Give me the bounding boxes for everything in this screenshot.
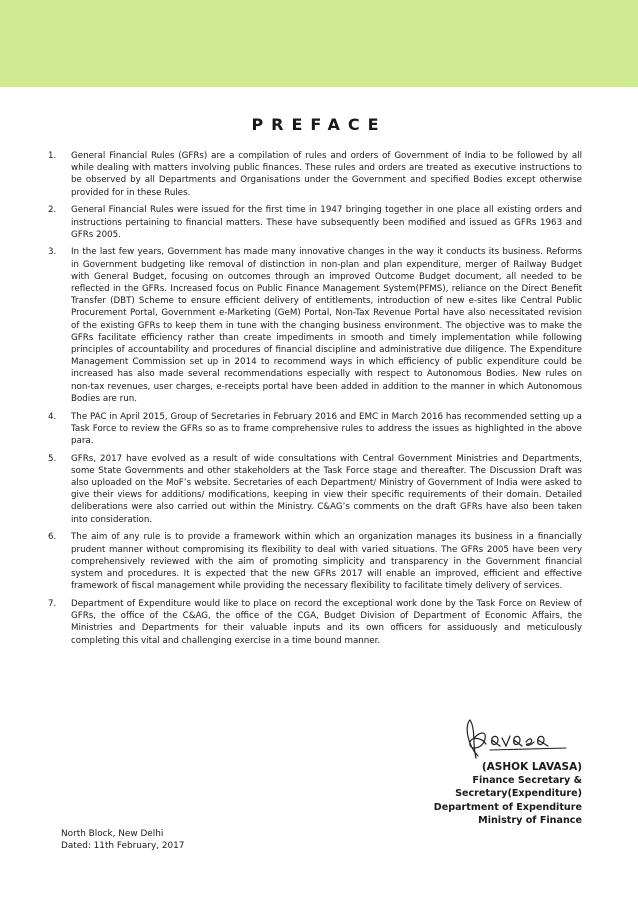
paragraph-number: 7. xyxy=(48,598,57,609)
preface-paragraph-list xyxy=(48,150,582,652)
paragraph-text: General Financial Rules (GFRs) are a compilation of rules and orders of Government of India to be followed by all while dealing with matters involving public finances. These rules and orders are treated as executive instructions to be observed by all Departments and Organisations under the Government and specified Bodies except otherwise provided for in these Rules. xyxy=(71,151,582,198)
top-color-band xyxy=(0,0,638,87)
paragraph-text: General Financial Rules were issued for the first time in 1947 bringing together in one place all existing orders and instructions pertaining to financial matters. These have subsequently been modified and issued as GFRs 1963 and GFRs 2005. xyxy=(71,205,582,240)
paragraph-2 xyxy=(48,204,582,241)
paragraph-1 xyxy=(48,150,582,199)
paragraph-6 xyxy=(48,531,582,592)
paragraph-7 xyxy=(48,598,582,647)
signatory-department: Department of Expenditure xyxy=(433,801,582,813)
paragraph-text: The PAC in April 2015, Group of Secretaries in February 2016 and EMC in March 2016 has recommended setting up a Task Force to review the GFRs so as to frame comprehensive rules to address the issues as highlighted in the above para. xyxy=(71,411,582,446)
paragraph-number: 2. xyxy=(48,205,57,216)
signature-block xyxy=(434,761,582,827)
paragraph-text: Department of Expenditure would like to place on record the exceptional work done by the Task Force on Review of GFRs, the office of the C&AG, the office of the CGA, Budget Division of Department of Economic Affairs, the Ministries and Departments for their valuable inputs and its own officers for assiduously and meticulously completing this vital and challenging exercise in a time bound manner. xyxy=(71,598,582,646)
signatory-title-2: Secretary(Expenditure) xyxy=(455,788,582,800)
paragraph-text: The aim of any rule is to provide a framework within which an organization manages its business in a financially prudent manner without compromising its flexibility to deal with varied situations. The GFRs 2005 have been very comprehensively reviewed with the aim of promoting simplicity and transparency in the Government financial system and procedures. It is expected that the new GFRs 2017 will enable an improved, efficient and effective framework of fiscal management while providing the necessary flexibility to facilitate timely delivery of services. xyxy=(71,532,582,592)
paragraph-4 xyxy=(48,411,582,448)
paragraph-number: 3. xyxy=(48,247,57,258)
signatory-title-1: Finance Secretary & xyxy=(472,775,582,787)
date-text: Dated: 11th February, 2017 xyxy=(61,841,185,852)
paragraph-number: 5. xyxy=(48,453,57,464)
signatory-name: (ASHOK LAVASA) xyxy=(481,761,582,773)
paragraph-text: In the last few years, Government has made many innovative changes in the way it conducts its business. Reforms in Government budgeting like removal of distinction in non-plan and plan expenditure, merger of Railway Budget with General Budget, focusing on outcomes through an improved Outcome Budget document, all needed to be reflected in the GFRs. Increased focus on Public Finance Management System(PFMS), reliance on the Direct Benefit Transfer (DBT) Scheme to ensure efficient delivery of entitlements, introduction of new e-sites like Central Public Procurement Portal, Government e-Marketing (GeM) Portal, Non-Tax Revenue Portal have also necessitated revision of the existing GFRs to keep them in tune with the changing business environment. The objective was to make the GFRs facilitate efficiency rather than create impediments in smooth and timely implementation while following principles of accountability and procedures of financial discipline and administrative due diligence. The Expenditure Management Commission set up in 2014 to recommend ways in which efficiency of public expenditure could be increased has also made several recommendations especially with respect to Autonomous Bodies. New rules on non-tax revenues, user charges, e-receipts portal have been added in addition to the manner in which Autonomous Bodies are run. xyxy=(71,247,582,404)
paragraph-text: GFRs, 2017 have evolved as a result of wide consultations with Central Government Ministries and Departments, some State Governments and other stakeholders at the Task Force stage and thereafter. The Discussion Draft was also uploaded on the MoF’s website. Secretaries of each Department/ Ministry of Government of India were asked to give their views for additions/ modifications, keeping in view their specific requirements of their domain. Detailed deliberations were also carried out within the Ministry. C&AG’s comments on the draft GFRs have also been taken into consideration. xyxy=(71,453,582,525)
paragraph-5 xyxy=(48,453,582,526)
paragraph-number: 4. xyxy=(48,411,57,422)
paragraph-number: 1. xyxy=(48,151,57,161)
page-title: PREFACE xyxy=(251,115,387,134)
signatory-ministry: Ministry of Finance xyxy=(478,814,582,826)
paragraph-number: 6. xyxy=(48,532,57,543)
place-date-block xyxy=(61,828,184,853)
place-text: North Block, New Delhi xyxy=(61,829,164,839)
handwritten-signature xyxy=(462,712,582,766)
paragraph-3 xyxy=(48,246,582,405)
